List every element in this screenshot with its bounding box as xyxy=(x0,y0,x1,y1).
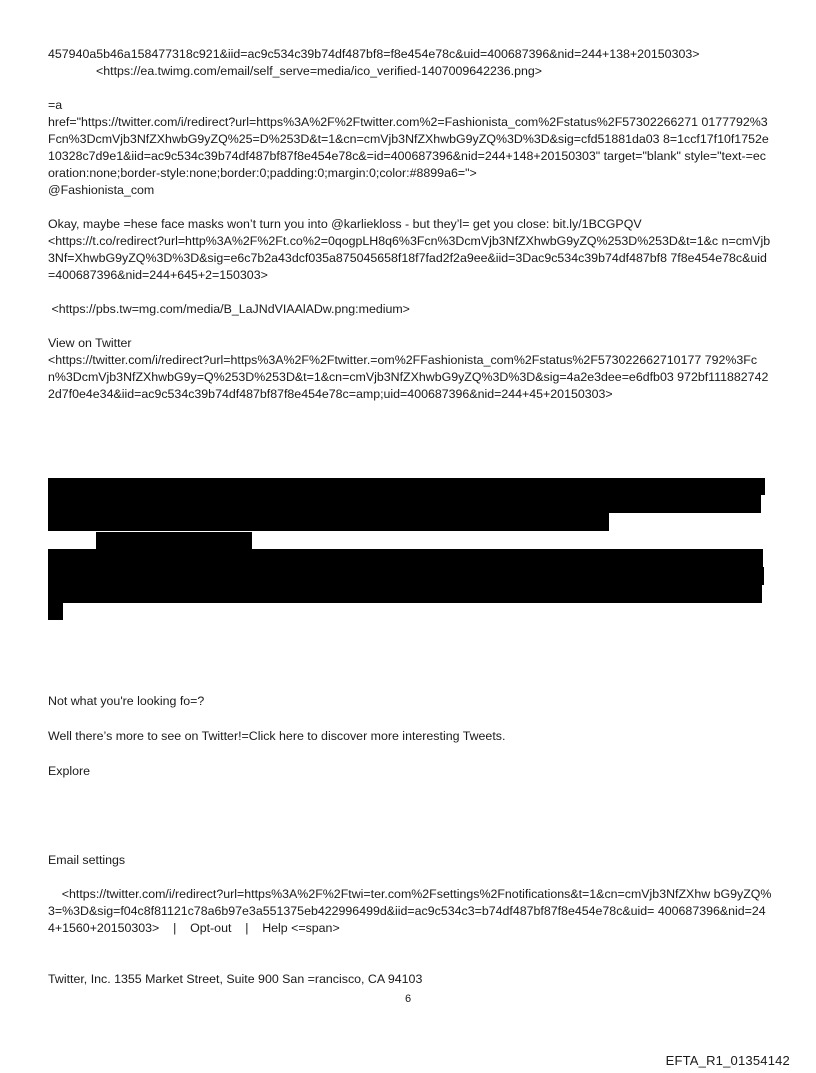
email-settings-url: <https://twitter.com/i/redirect?url=https%3A%2F%2Ftwi=ter.com%2Fsettings%2Fnotifications&t=1&cn=cmVjb3NfZXhw bG9yZQ%3=%3D&sig=f04c8f81121c78a6b97e3a551375eb422996499d&iid=ac9c534c3=b74df487bf87f8e454e78c&uid= 400687396&nid=244+1560+20150303> xyxy=(48,887,772,935)
company-address: Twitter, Inc. 1355 Market Street, Suite 900 San =rancisco, CA 94103 xyxy=(48,972,423,986)
url-continuation-line: 457940a5b46a158477318c921&iid=ac9c534c39b74df487bf8=f8e454e78c&uid=400687396&nid=244+138+20150303> xyxy=(48,47,700,61)
redaction-bar xyxy=(48,549,763,567)
separator: | xyxy=(245,921,249,935)
redaction-bar xyxy=(48,603,63,620)
redaction-bar xyxy=(48,513,609,531)
more-to-see-link[interactable]: Well there’s more to see on Twitter!=Click here to discover more interesting Tweets. xyxy=(48,729,506,743)
tweet-text: Okay, maybe =hese face masks won’t turn you into @karliekloss - but they’l= get you close: bit.ly/1BCGPQV xyxy=(48,217,642,231)
redaction-bar xyxy=(48,478,765,495)
redaction-bar xyxy=(48,585,762,603)
verified-icon-url: <https://ea.twimg.com/email/self_serve=media/ico_verified-1407009642236.png> xyxy=(96,64,542,78)
media-url: <https://pbs.tw=mg.com/media/B_LaJNdVIAAlADw.png:medium> xyxy=(48,302,410,316)
opt-out-link[interactable]: Opt-out xyxy=(190,921,232,935)
redaction-bar xyxy=(48,567,764,585)
redaction-bar xyxy=(96,532,252,549)
view-on-twitter-label: View on Twitter xyxy=(48,336,132,350)
redaction-bar xyxy=(48,495,761,513)
tweet-link: <https://t.co/redirect?url=http%3A%2F%2Ft.co%2=0qogpLH8q6%3Fcn%3DcmVjb3NfZXhwbG9yZQ%253D%253D&t=1&c n=cmVjb3Nf=XhwbG9yZQ%3D%3D&sig=e6c7b2a43dcf035a875045658f18f7fad2f2a9ee&iid=3Dac9c534c39b74df487bf8 7f8e454e78c&uid=400687396&nid=244+645+2=150303> xyxy=(48,234,771,282)
twitter-handle: @Fashionista_com xyxy=(48,183,155,197)
anchor-prefix: =a xyxy=(48,98,63,112)
bates-number: EFTA_R1_01354142 xyxy=(665,1053,790,1068)
explore-link[interactable]: Explore xyxy=(48,764,91,778)
document-body xyxy=(48,46,772,403)
view-on-twitter-url: <https://twitter.com/i/redirect?url=https%3A%2F%2Ftwitter.=om%2FFashionista_com%2Fstatus%2F573022662710177 792%3Fcn%3DcmVjb3NfZXhwbG9y=Q%253D%253D&t=1&cn=cmVjb3NfZXhwbG9yZQ%3D%3D&sig=4a2e3dee=e6dfb03 972bf1118827422d7f0e4e34&iid=ac9c534c39b74df487bf87f8e454e78c=amp;uid=400687396&nid=244+45+20150303> xyxy=(48,353,769,401)
separator: | xyxy=(173,921,177,935)
email-settings-label[interactable]: Email settings xyxy=(48,853,126,867)
page-number: 6 xyxy=(404,993,412,1005)
help-link[interactable]: Help <=span> xyxy=(262,921,340,935)
anchor-href-text: href="https://twitter.com/i/redirect?url=https%3A%2F%2Ftwitter.com%2=Fashionista_com%2Fstatus%2F57302266271 0177792%3Fcn%3DcmVjb3NfZXhwbG9yZQ%25=D%253D&t=1&cn=cmVjb3NfZXhwbG9yZQ%3D%3D&sig=cfd51881da03 8=1ccf17f10f1752e10328c7d9e1&iid=ac9c534c39b74df487bf87f8e454e78c&=id=400687396&nid=244+148+20150303" target="blank" style="text-=ecoration:none;border-style:none;border:0;padding:0;margin:0;color:#8899a6="> xyxy=(48,115,769,180)
not-looking-text: Not what you're looking fo=? xyxy=(48,694,205,708)
footer-block xyxy=(48,693,772,988)
